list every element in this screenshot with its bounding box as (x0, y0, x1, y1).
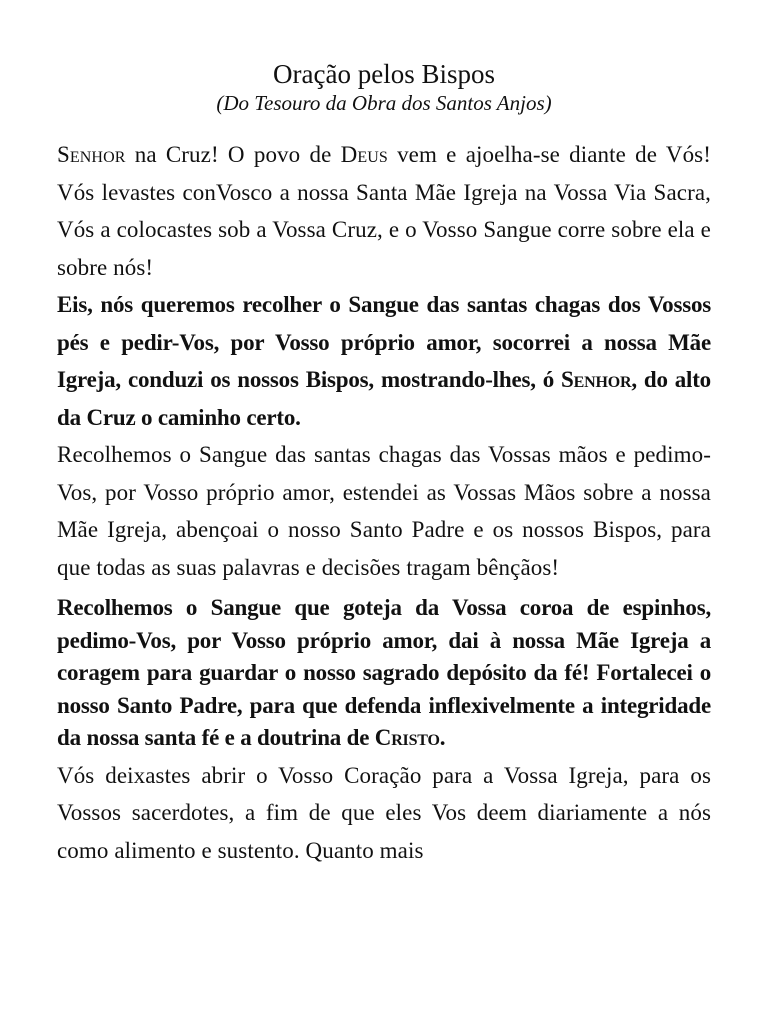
small-caps-cristo: Cristo (374, 725, 440, 750)
paragraph-3: Recolhemos o Sangue das santas chagas das Vossas mãos e pedimo-Vos, por Vosso próprio amor, estendei as Vossas Mãos sobre a nossa Mãe Igreja, abençoai o nosso Santo Padre e os nossos Bispos, para que todas as suas palavras e decisões tragam bênçãos! (57, 442, 711, 580)
paragraph-1-text-a: na Cruz! O povo de (125, 142, 341, 167)
paragraph-2 (57, 286, 711, 436)
small-caps-deus: Deus (340, 142, 388, 167)
paragraph-1-text-b: vem e ajoelha-se diante de Vós! Vós levastes conVosco a nossa Santa Mãe Igreja na Vossa Via Sacra, Vós a colocastes sob a Vossa Cruz, e o Vosso Sangue corre sobre ela e sobre nós! (57, 142, 711, 280)
paragraph-4-text-b: . (439, 725, 446, 750)
paragraph-1 (57, 136, 711, 286)
document-subtitle: (Do Tesouro da Obra dos Santos Anjos) (216, 91, 552, 115)
paragraph-4 (57, 592, 711, 755)
paragraph-2-text-a: Eis, nós queremos recolher o Sangue das santas chagas dos Vossos pés e pedir-Vos, por Vosso próprio amor, socorrei a nossa Mãe Igreja, conduzi os nossos Bispos, mostrando-lhes, ó (57, 292, 711, 392)
small-caps-senhor: Senhor (561, 367, 632, 392)
paragraph-4-text-a: Recolhemos o Sangue que goteja da Vossa coroa de espinhos, pedimo-Vos, por Vosso próprio amor, dai à nossa Mãe Igreja a coragem para guardar o nosso sagrado depósito da fé! Fortalecei o nosso Santo Padre, para que defenda inflexivelmente a integridade da nossa santa fé e a doutrina de (57, 595, 711, 750)
paragraph-5: Vós deixastes abrir o Vosso Coração para a Vossa Igreja, para os Vossos sacerdotes, a fim de que eles Vos deem diariamente a nós como alimento e sustento. Quanto mais (57, 762, 711, 863)
paragraph-2-text-b: , do alto da Cruz o caminho certo. (57, 367, 711, 430)
small-caps-senhor: Senhor (57, 142, 126, 167)
document-title: Oração pelos Bispos (273, 59, 495, 89)
